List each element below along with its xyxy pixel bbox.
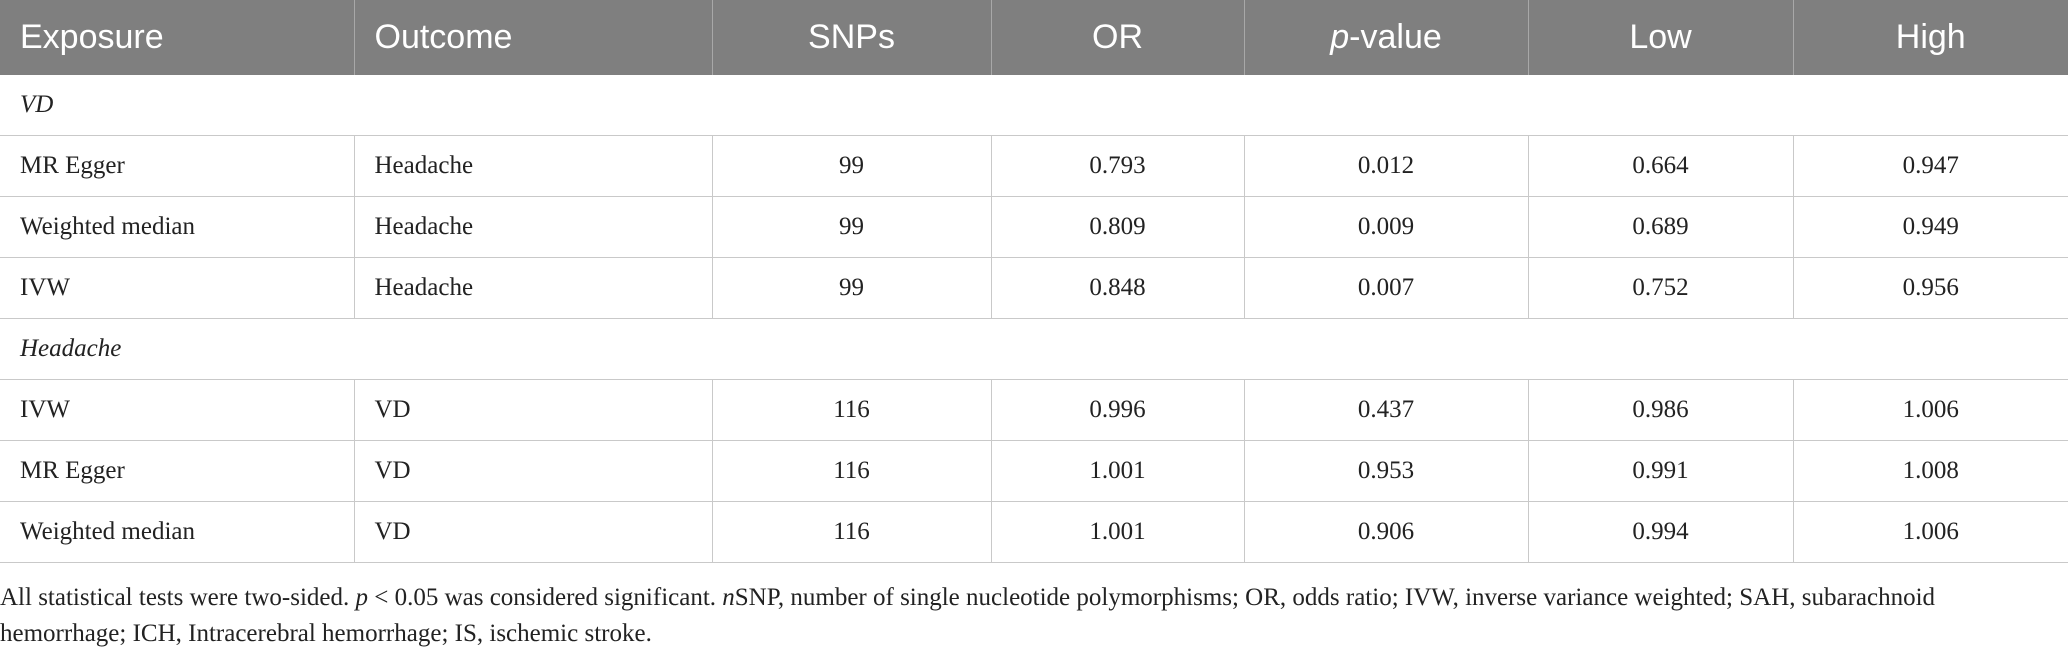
header-row [0, 0, 2068, 75]
table-row [0, 502, 2068, 563]
table-body [0, 75, 2068, 563]
cell-snps: 116 [712, 502, 991, 563]
cell-exposure: Weighted median [0, 197, 354, 258]
header-p-suffix: -value [1349, 18, 1442, 56]
header-high: High [1793, 0, 2068, 75]
cell-or: 0.848 [991, 258, 1244, 319]
cell-outcome: Headache [354, 136, 712, 197]
cell-p-value: 0.012 [1244, 136, 1528, 197]
section-heading-row [0, 319, 2068, 380]
header-snps: SNPs [712, 0, 991, 75]
table-row [0, 380, 2068, 441]
cell-exposure: IVW [0, 258, 354, 319]
cell-high: 1.006 [1793, 502, 2068, 563]
table-row [0, 258, 2068, 319]
footnote-text-1: All statistical tests were two-sided. [0, 584, 356, 611]
cell-exposure: MR Egger [0, 441, 354, 502]
cell-low: 0.664 [1528, 136, 1793, 197]
cell-exposure: IVW [0, 380, 354, 441]
cell-exposure: Weighted median [0, 502, 354, 563]
table-row [0, 197, 2068, 258]
cell-outcome: VD [354, 502, 712, 563]
cell-p-value: 0.007 [1244, 258, 1528, 319]
cell-or: 0.996 [991, 380, 1244, 441]
cell-low: 0.991 [1528, 441, 1793, 502]
cell-outcome: Headache [354, 197, 712, 258]
section-heading-row [0, 75, 2068, 136]
header-exposure: Exposure [0, 0, 354, 75]
table-row [0, 136, 2068, 197]
cell-exposure: MR Egger [0, 136, 354, 197]
section-heading: Headache [0, 319, 2068, 380]
cell-snps: 116 [712, 441, 991, 502]
cell-snps: 99 [712, 136, 991, 197]
section-heading: VD [0, 75, 2068, 136]
header-low: Low [1528, 0, 1793, 75]
table-row [0, 441, 2068, 502]
cell-or: 1.001 [991, 441, 1244, 502]
cell-low: 0.994 [1528, 502, 1793, 563]
cell-outcome: VD [354, 380, 712, 441]
cell-p-value: 0.953 [1244, 441, 1528, 502]
header-p-value [1244, 0, 1528, 75]
cell-outcome: VD [354, 441, 712, 502]
cell-or: 0.809 [991, 197, 1244, 258]
cell-snps: 99 [712, 258, 991, 319]
cell-high: 1.008 [1793, 441, 2068, 502]
cell-snps: 99 [712, 197, 991, 258]
cell-outcome: Headache [354, 258, 712, 319]
footnote-text-2: < 0.05 was considered significant. [367, 584, 723, 611]
cell-high: 0.949 [1793, 197, 2068, 258]
footnote-text-3: SNP, number of single nucleotide polymorphisms; OR, odds ratio; IVW, inverse variance weighted; SAH, subarachnoid hemorrhage; ICH, Intracerebral hemorrhage; IS, ischemic stroke. [0, 584, 1936, 647]
cell-low: 0.752 [1528, 258, 1793, 319]
table-header [0, 0, 2068, 75]
cell-p-value: 0.437 [1244, 380, 1528, 441]
cell-high: 0.947 [1793, 136, 2068, 197]
cell-low: 0.689 [1528, 197, 1793, 258]
cell-or: 1.001 [991, 502, 1244, 563]
header-or: OR [991, 0, 1244, 75]
header-p-italic: p [1330, 18, 1350, 56]
footnote-n-italic: n [722, 584, 735, 611]
cell-p-value: 0.906 [1244, 502, 1528, 563]
footnote-p-italic: p [355, 584, 368, 611]
cell-or: 0.793 [991, 136, 1244, 197]
table-footnote [0, 580, 2060, 652]
header-outcome: Outcome [354, 0, 712, 75]
cell-snps: 116 [712, 380, 991, 441]
cell-p-value: 0.009 [1244, 197, 1528, 258]
cell-high: 0.956 [1793, 258, 2068, 319]
cell-low: 0.986 [1528, 380, 1793, 441]
cell-high: 1.006 [1793, 380, 2068, 441]
